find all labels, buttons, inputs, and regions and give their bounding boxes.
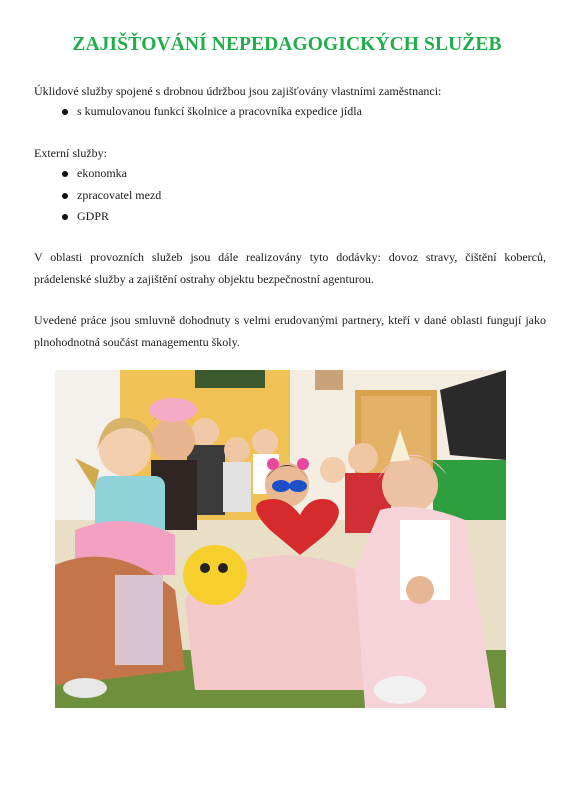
list-item: GDPR: [62, 206, 161, 228]
list-item: zpracovatel mezd: [62, 185, 161, 207]
paragraph-partners: Uvedené práce jsou smluvně dohodnuty s velmi erudovanými partnery, kteří v dané oblasti fungují jako plnohodnotná součást managementu školy.: [34, 313, 546, 349]
cleaning-list: [62, 101, 362, 123]
bullet-icon: [62, 193, 68, 199]
external-heading: Externí služby:: [34, 146, 107, 160]
bullet-icon: [62, 171, 68, 177]
cleaning-intro: Úklidové služby spojené s drobnou údržbou jsou zajišťovány vlastními zaměstnanci:: [34, 84, 442, 98]
paragraph-supply: V oblasti provozních služeb jsou dále realizovány tyto dodávky: dovoz stravy, čištění koberců, prádelenské služby a zajištění ostrahy objektu bezpečnostní agenturou.: [34, 250, 546, 286]
page-title: ZAJIŠŤOVÁNÍ NEPEDAGOGICKÝCH SLUŽEB: [72, 34, 502, 55]
bullet-icon: [62, 109, 68, 115]
group-photo: [55, 370, 506, 708]
bullet-icon: [62, 214, 68, 220]
external-list: [62, 163, 161, 228]
list-item: s kumulovanou funkcí školnice a pracovníka expedice jídla: [62, 101, 362, 123]
list-item: ekonomka: [62, 163, 161, 185]
